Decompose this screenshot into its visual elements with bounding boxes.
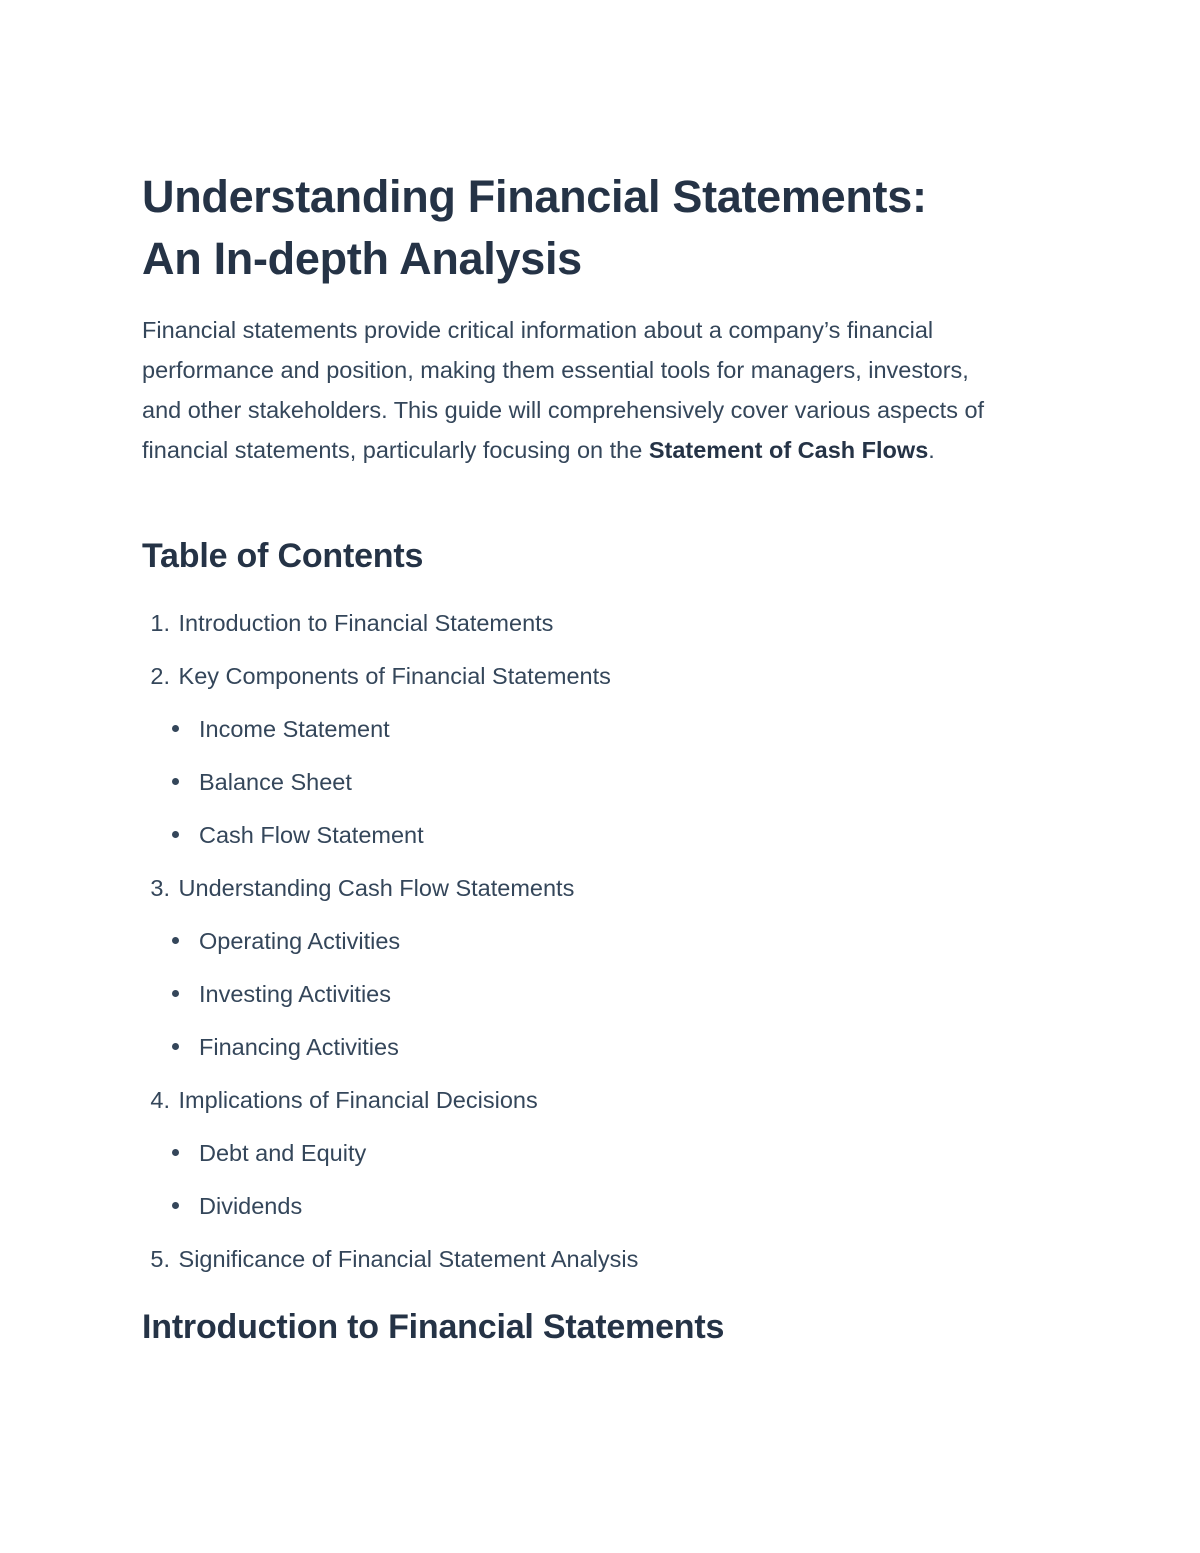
toc-item-implications[interactable]: [142, 1077, 638, 1130]
toc-item-significance[interactable]: [142, 1236, 638, 1289]
toc-subitem-dividends[interactable]: [142, 1183, 638, 1236]
toc-item-number: 5.: [150, 1246, 170, 1272]
toc-subitem-operating-activities[interactable]: [142, 918, 638, 971]
page-title-line-2: An In-depth Analysis: [142, 233, 582, 284]
bullet-icon: [172, 1202, 179, 1209]
toc-item-label: Key Components of Financial Statements: [178, 663, 611, 689]
toc-subitem-financing-activities[interactable]: [142, 1024, 638, 1077]
toc-subitem-label: Dividends: [199, 1193, 303, 1219]
toc-subitem-label: Financing Activities: [199, 1034, 399, 1060]
intro-paragraph: [142, 310, 1002, 470]
toc-subitem-label: Debt and Equity: [199, 1140, 367, 1166]
toc-item-number: 2.: [150, 663, 170, 689]
toc-subitem-balance-sheet[interactable]: [142, 759, 638, 812]
toc-item-number: 3.: [150, 875, 170, 901]
bullet-icon: [172, 1043, 179, 1050]
toc-item-understanding-cash-flow[interactable]: [142, 865, 638, 918]
bullet-icon: [172, 1149, 179, 1156]
bullet-icon: [172, 831, 179, 838]
intro-bold-text: Statement of Cash Flows: [648, 437, 929, 463]
toc-subitem-investing-activities[interactable]: [142, 971, 638, 1024]
toc-subitem-label: Balance Sheet: [199, 769, 352, 795]
toc-subitem-cash-flow-statement[interactable]: [142, 812, 638, 865]
toc-item-label: Implications of Financial Decisions: [178, 1087, 538, 1113]
page-title: [142, 166, 1022, 290]
bullet-icon: [172, 778, 179, 785]
toc-subitem-label: Cash Flow Statement: [199, 822, 424, 848]
toc-subitem-label: Investing Activities: [199, 981, 392, 1007]
toc-item-key-components[interactable]: [142, 653, 638, 706]
section-heading: Introduction to Financial Statements: [142, 1308, 725, 1346]
page-title-line-1: Understanding Financial Statements:: [142, 171, 927, 222]
toc-heading: Table of Contents: [142, 537, 424, 575]
toc-item-introduction[interactable]: [142, 600, 638, 653]
toc-item-number: 4.: [150, 1087, 170, 1113]
bullet-icon: [172, 725, 179, 732]
toc-item-number: 1.: [150, 610, 170, 636]
intro-text: Financial statements provide critical information about a company’s financial performance and position, making them essential tools for managers, investors, and other stakeholders. This guide will comprehensively cover various aspects of financial statements, particularly focusing on the: [142, 317, 985, 463]
bullet-icon: [172, 937, 179, 944]
bullet-icon: [172, 990, 179, 997]
intro-text-end: .: [928, 437, 935, 463]
toc-item-label: Significance of Financial Statement Analysis: [178, 1246, 639, 1272]
toc-item-label: Understanding Cash Flow Statements: [178, 875, 575, 901]
toc-item-label: Introduction to Financial Statements: [178, 610, 554, 636]
toc-subitem-label: Operating Activities: [199, 928, 401, 954]
table-of-contents: [142, 600, 638, 1289]
toc-subitem-label: Income Statement: [199, 716, 390, 742]
toc-subitem-debt-and-equity[interactable]: [142, 1130, 638, 1183]
toc-subitem-income-statement[interactable]: [142, 706, 638, 759]
